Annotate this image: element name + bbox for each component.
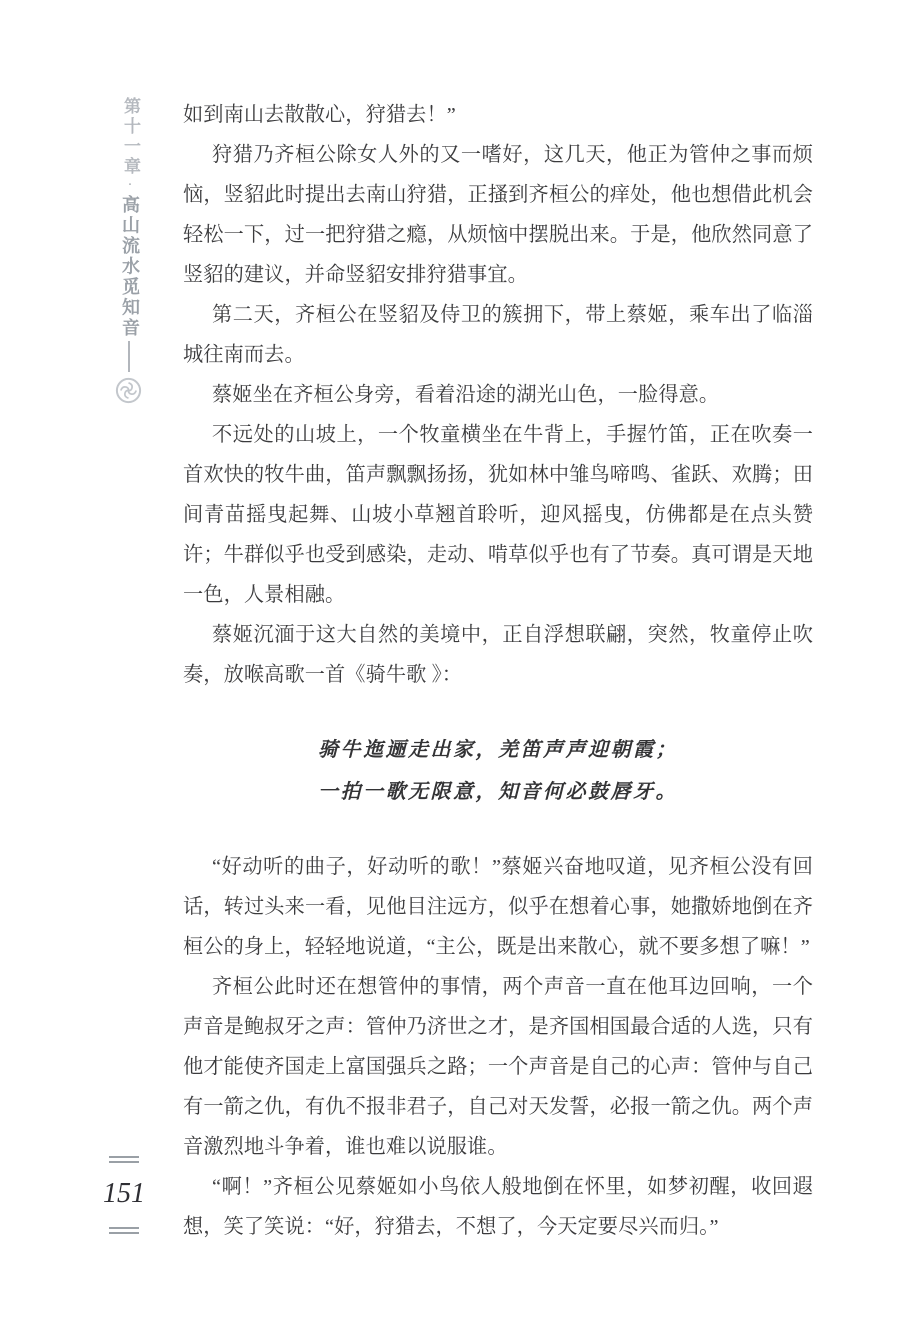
body-paragraph: 齐桓公此时还在想管仲的事情，两个声音一直在他耳边回响，一个声音是鲍叔牙之声：管仲乃济世之才，是齐国相国最合适的人选，只有他才能使齐国走上富国强兵之路；一个声音是自己的心声：管仲与自己有一箭之仇，有仇不报非君子，自己对天发誓，必报一箭之仇。两个声音激烈地斗争着，谁也难以说服谁。 <box>183 976 813 1158</box>
body-paragraph: 蔡姬沉湎于这大自然的美境中，正自浮想联翩，突然，牧童停止吹奏，放喉高歌一首《骑牛歌 》： <box>183 624 813 686</box>
chapter-dash-rule <box>128 341 130 372</box>
poem-block <box>183 729 813 813</box>
body-paragraph: 不远处的山坡上，一个牧童横坐在牛背上，手握竹笛，正在吹奏一首欢快的牧牛曲，笛声飘飘扬扬，犹如林中雏鸟啼鸣、雀跃、欢腾；田间青苗摇曳起舞、山坡小草翘首聆听，迎风摇曳，仿佛都是在点头赞许；牛群似乎也受到感染，走动、啃草似乎也有了节奏。真可谓是天地一色，人景相融。 <box>183 424 813 606</box>
swirl-medallion-icon <box>115 377 142 409</box>
body-paragraph: 蔡姬坐在齐桓公身旁，看着沿途的湖光山色，一脸得意。 <box>212 384 720 406</box>
body-text-column <box>183 95 813 1247</box>
body-paragraph: 如到南山去散散心，狩猎去！” <box>183 104 456 126</box>
chapter-number-label: 第十一章 <box>121 97 140 177</box>
chapter-separator-dot: · <box>122 177 138 195</box>
page-number-bottom-rule <box>109 1227 139 1234</box>
chapter-title-label: 高山流水觅知音 <box>120 195 140 339</box>
body-paragraph: “好动听的曲子，好动听的歌！”蔡姬兴奋地叹道，见齐桓公没有回话，转过头来一看，见他目注远方，似乎在想着心事，她撒娇地倒在齐桓公的身上，轻轻地说道，“主公，既是出来散心，就不要多想了嘛！” <box>183 856 813 958</box>
page-number-top-rule <box>109 1156 139 1163</box>
chapter-sidebar <box>118 97 142 339</box>
poem-line: 一拍一歌无限意，知音何必鼓唇牙。 <box>318 781 678 803</box>
body-paragraph: 狩猎乃齐桓公除女人外的又一嗜好，这几天，他正为管仲之事而烦恼，竖貂此时提出去南山狩猎，正搔到齐桓公的痒处，他也想借此机会轻松一下，过一把狩猎之瘾，从烦恼中摆脱出来。于是，他欣然同意了竖貂的建议，并命竖貂安排狩猎事宜。 <box>183 144 813 286</box>
page-number-block <box>103 1156 145 1234</box>
body-paragraph: 第二天，齐桓公在竖貂及侍卫的簇拥下，带上蔡姬，乘车出了临淄城往南而去。 <box>183 304 813 366</box>
poem-line: 骑牛迤逦走出家，羌笛声声迎朝霞； <box>318 739 678 761</box>
body-paragraph: “啊！”齐桓公见蔡姬如小鸟依人般地倒在怀里，如梦初醒，收回遐想，笑了笑说：“好，狩猎去，不想了，今天定要尽兴而归。” <box>183 1176 813 1238</box>
page-number: 151 <box>103 1178 145 1209</box>
